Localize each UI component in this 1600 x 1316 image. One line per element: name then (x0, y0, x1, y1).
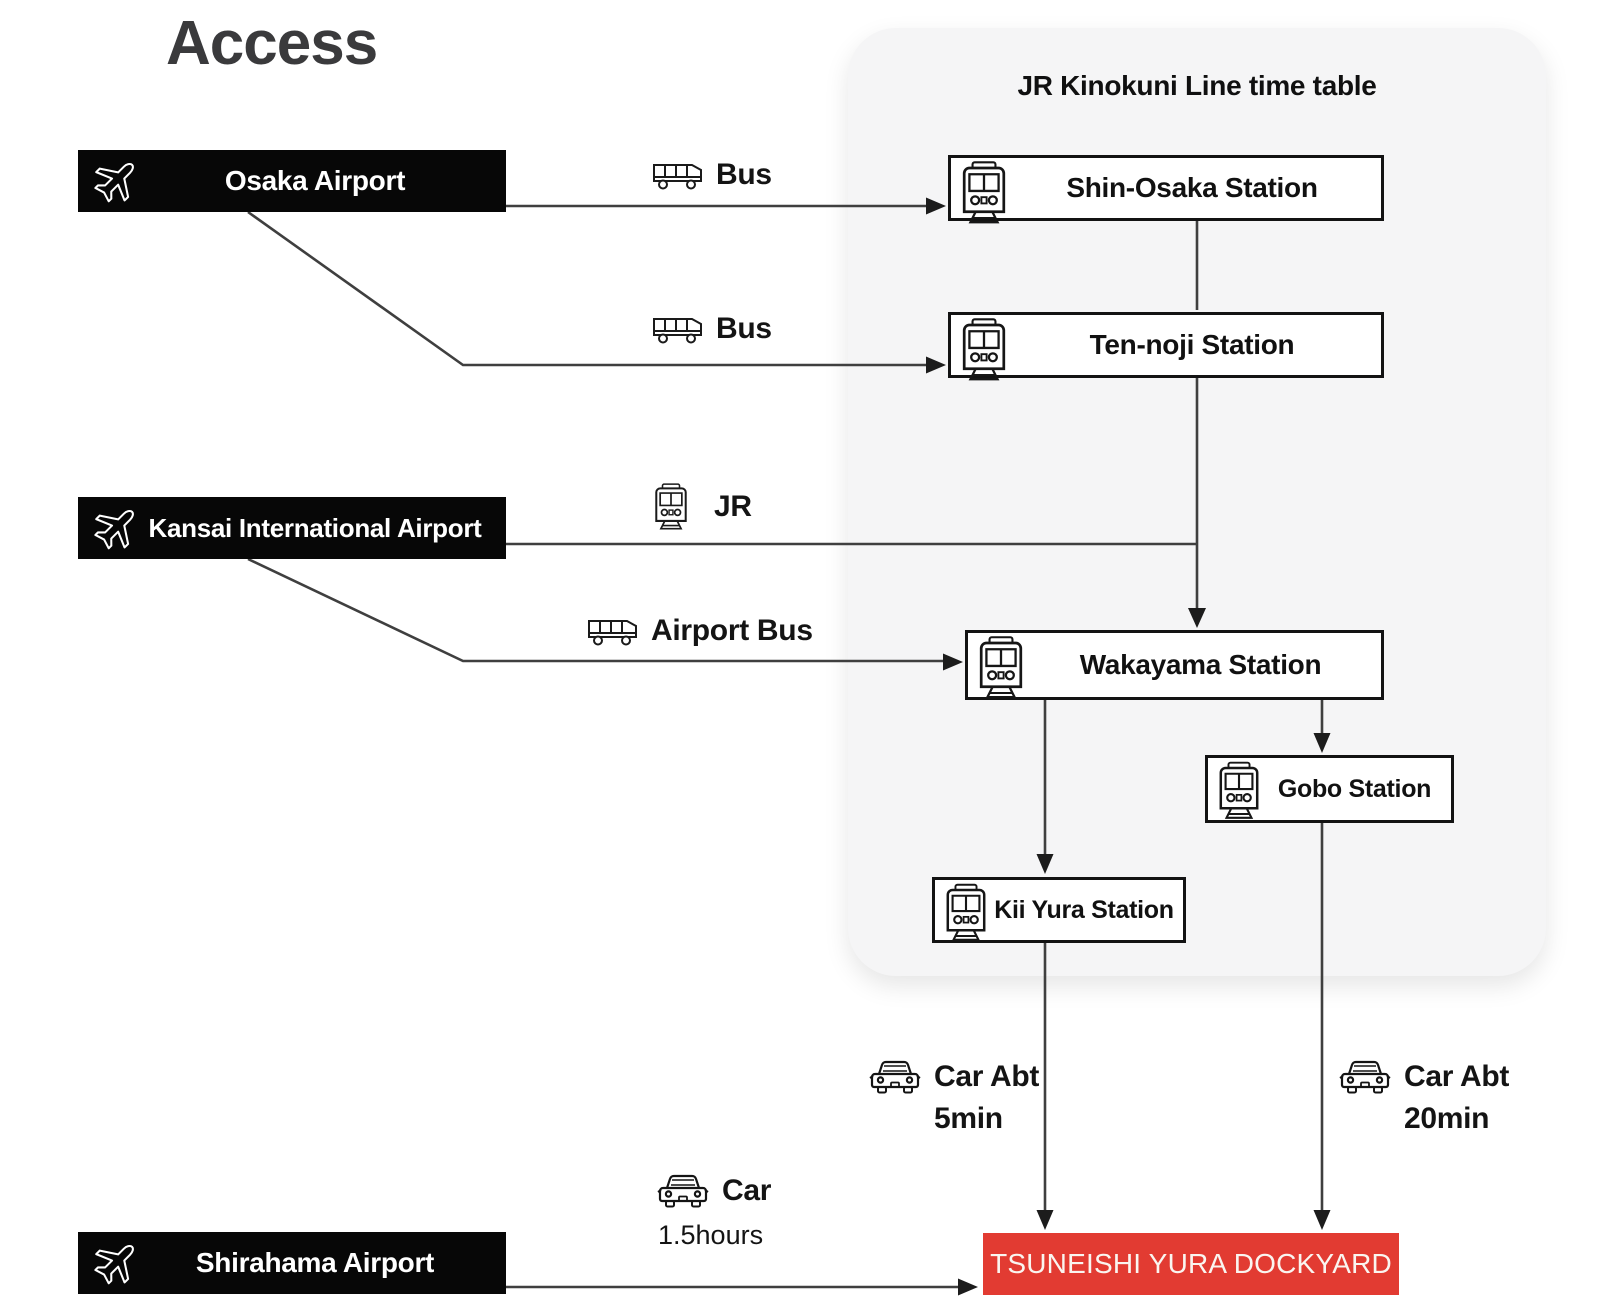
bus-icon (650, 312, 704, 346)
kansai-airport-box (78, 497, 506, 559)
route-car-5min (868, 1058, 1039, 1136)
gobo-station-box (1205, 755, 1454, 823)
ten-noji-station-label: Ten-noji Station (1089, 329, 1295, 360)
osaka-airport-box (78, 150, 506, 212)
car-icon (656, 1172, 710, 1210)
airplane-icon (90, 1237, 142, 1289)
arrowhead-dockyard-left (1037, 1210, 1054, 1230)
route-car-20min (1338, 1058, 1509, 1136)
dockyard-destination-box: TSUNEISHI YURA DOCKYARD (983, 1233, 1399, 1295)
page-title: Access (166, 9, 378, 78)
train-icon (652, 483, 690, 531)
kansai-airport-label: Kansai International Airport (148, 512, 482, 543)
airplane-icon (90, 502, 142, 554)
car-label: Car (722, 1174, 772, 1207)
kii-yura-station-box (932, 877, 1186, 943)
ten-noji-station-box (948, 312, 1384, 378)
bus-icon (585, 614, 639, 648)
train-icon (1216, 760, 1262, 822)
route-jr-wakayama (652, 483, 752, 531)
car-icon (868, 1058, 922, 1096)
arrowhead-dockyard-west (958, 1279, 978, 1296)
car-duration: 1.5hours (658, 1220, 764, 1250)
train-icon (959, 317, 1009, 383)
bus-label: Bus (716, 158, 772, 191)
osaka-airport-label: Osaka Airport (224, 165, 406, 196)
route-car-1-5hours (656, 1172, 771, 1251)
car-icon (1338, 1058, 1392, 1096)
car-duration: 20min (1404, 1102, 1490, 1135)
line-osaka-to-tennoji (248, 212, 926, 365)
arrowhead-dockyard-right (1314, 1210, 1331, 1230)
kii-yura-station-label: Kii Yura Station (994, 895, 1174, 924)
jr-label: JR (714, 490, 752, 523)
shirahama-airport-box (78, 1232, 506, 1294)
car-label: Car Abt (1404, 1060, 1510, 1093)
wakayama-station-label: Wakayama Station (1079, 649, 1322, 680)
route-bus-tennoji (650, 312, 772, 346)
car-label: Car Abt (934, 1060, 1040, 1093)
bus-label: Bus (716, 312, 772, 345)
bus-icon (650, 158, 704, 192)
shirahama-airport-label: Shirahama Airport (195, 1247, 435, 1278)
airport-bus-label: Airport Bus (651, 614, 813, 647)
jr-panel-title: JR Kinokuni Line time table (1017, 70, 1377, 101)
gobo-station-label: Gobo Station (1277, 774, 1432, 803)
train-icon (959, 160, 1009, 226)
car-duration: 5min (934, 1102, 1003, 1135)
route-bus-shinosaka (650, 158, 772, 192)
shin-osaka-station-label: Shin-Osaka Station (1066, 172, 1318, 203)
wakayama-station-box (965, 630, 1384, 700)
route-airport-bus (585, 614, 813, 648)
train-icon (976, 635, 1026, 701)
train-icon (943, 882, 989, 944)
shin-osaka-station-box (948, 155, 1384, 221)
airplane-icon (90, 155, 142, 207)
